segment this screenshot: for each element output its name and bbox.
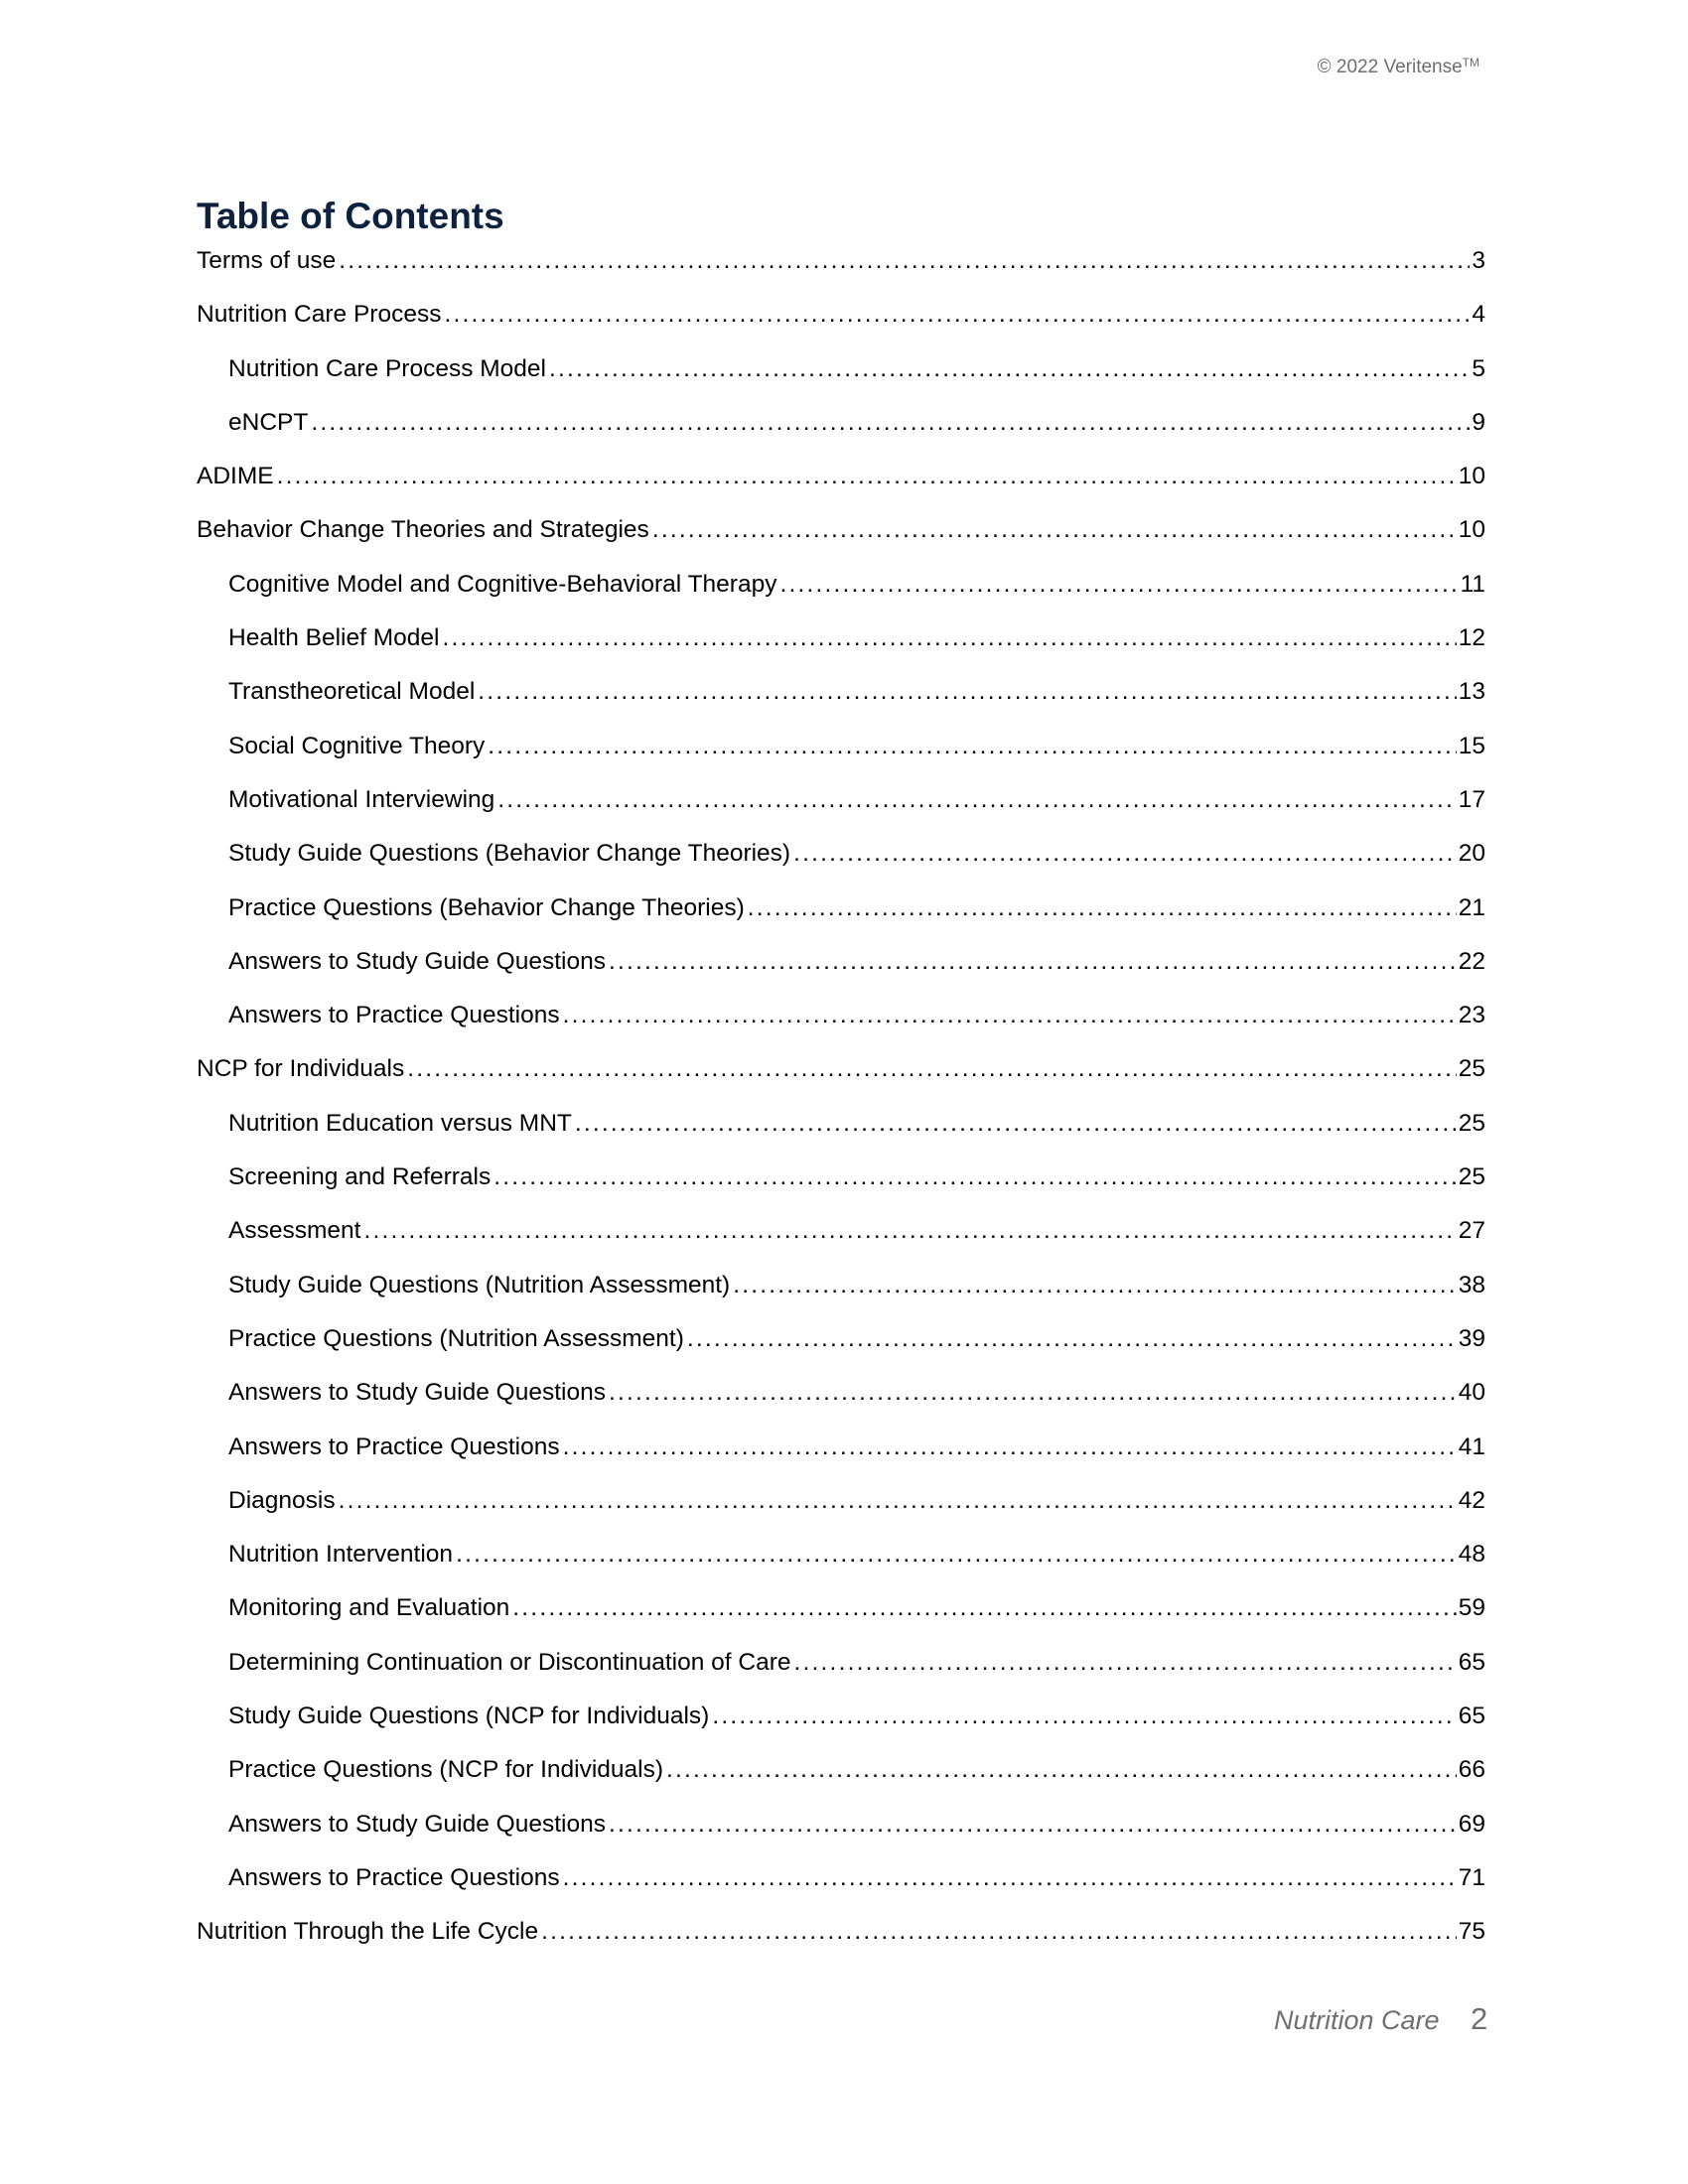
toc-entry-label[interactable]: Transtheoretical Model: [228, 678, 476, 706]
copyright-text: © 2022 Veritense: [1317, 57, 1463, 77]
dot-leader: [478, 677, 1456, 707]
dot-leader: [563, 1001, 1457, 1030]
dot-leader: [444, 300, 1470, 330]
toc-entry-page-number[interactable]: 21: [1458, 893, 1485, 921]
toc-entry-label[interactable]: Cognitive Model and Cognitive-Behavioral Therapy: [228, 570, 777, 598]
toc-entry-label[interactable]: Nutrition Intervention: [228, 1541, 454, 1569]
toc-entry[interactable]: [197, 677, 1485, 731]
toc-entry[interactable]: [197, 1593, 1485, 1647]
toc-entry[interactable]: [197, 462, 1485, 515]
dot-leader: [456, 1540, 1457, 1570]
toc-entry-page-number[interactable]: 9: [1472, 408, 1485, 436]
toc-entry[interactable]: [197, 246, 1485, 300]
dot-leader: [363, 1216, 1456, 1246]
toc-entry[interactable]: [197, 1216, 1485, 1270]
toc-entry[interactable]: [197, 515, 1485, 569]
toc-entry-label[interactable]: eNCPT: [228, 408, 309, 436]
dot-leader: [666, 1755, 1457, 1785]
toc-entry[interactable]: [197, 300, 1485, 353]
dot-leader: [339, 246, 1470, 276]
toc-entry[interactable]: [197, 1486, 1485, 1540]
dot-leader: [407, 1054, 1456, 1084]
toc-entry-page-number[interactable]: 13: [1458, 678, 1485, 706]
dot-leader: [575, 1109, 1457, 1139]
toc-entry[interactable]: [197, 1540, 1485, 1593]
toc-entry-label[interactable]: Nutrition Care Process: [197, 301, 442, 329]
copyright-notice: [1318, 56, 1479, 78]
footer-section-title: Nutrition Care: [1274, 2005, 1440, 2035]
toc-entry[interactable]: [197, 1378, 1485, 1432]
toc-entry-page-number[interactable]: 5: [1472, 354, 1485, 382]
toc-entry-label[interactable]: Terms of use: [197, 247, 337, 274]
dot-leader: [733, 1271, 1457, 1300]
dot-leader: [609, 947, 1457, 977]
dot-leader: [687, 1324, 1457, 1354]
toc-entry[interactable]: [197, 1001, 1485, 1054]
toc-entry-page-number[interactable]: 4: [1472, 301, 1485, 329]
toc-entry[interactable]: [197, 1109, 1485, 1162]
dot-leader: [793, 839, 1457, 869]
toc-entry-label[interactable]: Study Guide Questions (Nutrition Assessment): [228, 1271, 731, 1298]
toc-entry-page-number[interactable]: 65: [1458, 1648, 1485, 1676]
dot-leader: [712, 1702, 1456, 1731]
toc-entry-page-number[interactable]: 17: [1458, 785, 1485, 813]
toc-entry-label[interactable]: Nutrition Care Process Model: [228, 354, 546, 382]
toc-entry-label[interactable]: Answers to Study Guide Questions: [228, 1810, 606, 1838]
dot-leader: [549, 354, 1470, 384]
dot-leader: [794, 1648, 1457, 1678]
toc-entry-page-number[interactable]: 59: [1458, 1594, 1485, 1622]
toc-entry[interactable]: [197, 1054, 1485, 1108]
toc-entry-page-number[interactable]: 15: [1458, 732, 1485, 759]
toc-entry[interactable]: [197, 1648, 1485, 1702]
toc-entry[interactable]: [197, 623, 1485, 677]
toc-entry-page-number[interactable]: 25: [1458, 1163, 1485, 1191]
toc-entry-page-number[interactable]: 66: [1458, 1756, 1485, 1784]
toc-entry[interactable]: [197, 1863, 1485, 1917]
toc-entry[interactable]: [197, 1271, 1485, 1324]
toc-entry-label[interactable]: Answers to Practice Questions: [228, 1863, 560, 1891]
toc-entry-label[interactable]: NCP for Individuals: [197, 1055, 405, 1083]
dot-leader: [339, 1486, 1457, 1516]
toc-entry-page-number[interactable]: 25: [1458, 1055, 1485, 1083]
dot-leader: [512, 1593, 1456, 1623]
dot-leader: [652, 515, 1457, 545]
dot-leader: [563, 1433, 1457, 1462]
page-title: Table of Contents: [197, 196, 504, 236]
dot-leader: [748, 893, 1457, 923]
toc-entry-page-number[interactable]: 65: [1458, 1703, 1485, 1730]
toc-entry-label[interactable]: Diagnosis: [228, 1486, 336, 1514]
toc-entry[interactable]: [197, 1917, 1485, 1971]
trademark-symbol: TM: [1462, 56, 1479, 69]
toc-entry[interactable]: [197, 1810, 1485, 1863]
toc-entry-label[interactable]: Practice Questions (NCP for Individuals): [228, 1756, 663, 1784]
toc-entry[interactable]: [197, 570, 1485, 623]
toc-entry-label[interactable]: Behavior Change Theories and Strategies: [197, 516, 649, 544]
toc-entry[interactable]: [197, 354, 1485, 408]
toc-entry-page-number[interactable]: 40: [1458, 1379, 1485, 1407]
toc-entry-page-number[interactable]: 75: [1458, 1918, 1485, 1946]
toc-entry-page-number[interactable]: 12: [1458, 624, 1485, 652]
dot-leader: [488, 732, 1456, 761]
toc-entry-label[interactable]: Monitoring and Evaluation: [228, 1594, 510, 1622]
toc-entry[interactable]: [197, 839, 1485, 892]
toc-entry-label[interactable]: Determining Continuation or Discontinuation of Care: [228, 1648, 791, 1676]
footer-page-number: 2: [1471, 2001, 1488, 2036]
toc-entry-label[interactable]: Motivational Interviewing: [228, 785, 495, 813]
toc-entry-label[interactable]: Practice Questions (Nutrition Assessment): [228, 1324, 684, 1352]
toc-entry-label[interactable]: Screening and Referrals: [228, 1163, 492, 1191]
dot-leader: [497, 785, 1456, 815]
toc-entry-page-number[interactable]: 22: [1458, 947, 1485, 975]
toc-entry-label[interactable]: Practice Questions (Behavior Change Theories): [228, 893, 745, 921]
toc-entry[interactable]: [197, 1702, 1485, 1755]
toc-entry-page-number[interactable]: 23: [1458, 1002, 1485, 1029]
toc-entry[interactable]: [197, 1324, 1485, 1378]
dot-leader: [779, 570, 1458, 600]
dot-leader: [311, 408, 1470, 438]
toc-entry-label[interactable]: Answers to Study Guide Questions: [228, 1379, 606, 1407]
dot-leader: [563, 1863, 1457, 1893]
toc-entry-label[interactable]: Health Belief Model: [228, 624, 440, 652]
dot-leader: [493, 1162, 1457, 1192]
dot-leader: [609, 1810, 1457, 1840]
toc-entry-label[interactable]: Social Cognitive Theory: [228, 732, 486, 759]
toc-entry[interactable]: [197, 408, 1485, 462]
toc-entry-page-number[interactable]: 10: [1458, 516, 1485, 544]
toc-entry-label[interactable]: Answers to Study Guide Questions: [228, 947, 606, 975]
toc-entry-page-number[interactable]: 41: [1458, 1433, 1485, 1460]
toc-entry[interactable]: [197, 893, 1485, 947]
toc-entry-page-number[interactable]: 42: [1458, 1486, 1485, 1514]
dot-leader: [609, 1378, 1457, 1408]
toc-entry-page-number[interactable]: 27: [1458, 1217, 1485, 1245]
toc-entry-page-number[interactable]: 38: [1458, 1271, 1485, 1298]
dot-leader: [442, 623, 1456, 653]
toc-entry-label[interactable]: ADIME: [197, 463, 274, 490]
toc-entry-label[interactable]: Answers to Practice Questions: [228, 1433, 560, 1460]
toc-entry-page-number[interactable]: 20: [1458, 840, 1485, 868]
toc-entry-label[interactable]: Answers to Practice Questions: [228, 1002, 560, 1029]
toc-entry-page-number[interactable]: 48: [1458, 1541, 1485, 1569]
toc-entry-page-number[interactable]: 3: [1472, 247, 1485, 274]
toc-entry-label[interactable]: Nutrition Education versus MNT: [228, 1109, 572, 1137]
toc-entry-page-number[interactable]: 10: [1458, 463, 1485, 490]
toc-entry-page-number[interactable]: 39: [1458, 1324, 1485, 1352]
toc-entry-label[interactable]: Assessment: [228, 1217, 361, 1245]
toc-entry-label[interactable]: Study Guide Questions (Behavior Change Theories): [228, 840, 791, 868]
toc-entry-label[interactable]: Study Guide Questions (NCP for Individuals): [228, 1703, 710, 1730]
toc-entry-page-number[interactable]: 11: [1460, 570, 1485, 598]
dot-leader: [541, 1917, 1457, 1947]
toc-entry-page-number[interactable]: 25: [1458, 1109, 1485, 1137]
toc-entry[interactable]: [197, 785, 1485, 839]
toc-entry-label[interactable]: Nutrition Through the Life Cycle: [197, 1918, 539, 1946]
toc-entry[interactable]: [197, 1433, 1485, 1486]
dot-leader: [277, 462, 1457, 491]
toc-entry[interactable]: [197, 1162, 1485, 1216]
toc-entry[interactable]: [197, 1755, 1485, 1809]
toc-entry[interactable]: [197, 947, 1485, 1001]
toc-entry-page-number[interactable]: 69: [1458, 1810, 1485, 1838]
table-of-contents: [197, 246, 1485, 1972]
toc-entry[interactable]: [197, 732, 1485, 785]
toc-entry-page-number[interactable]: 71: [1458, 1863, 1485, 1891]
